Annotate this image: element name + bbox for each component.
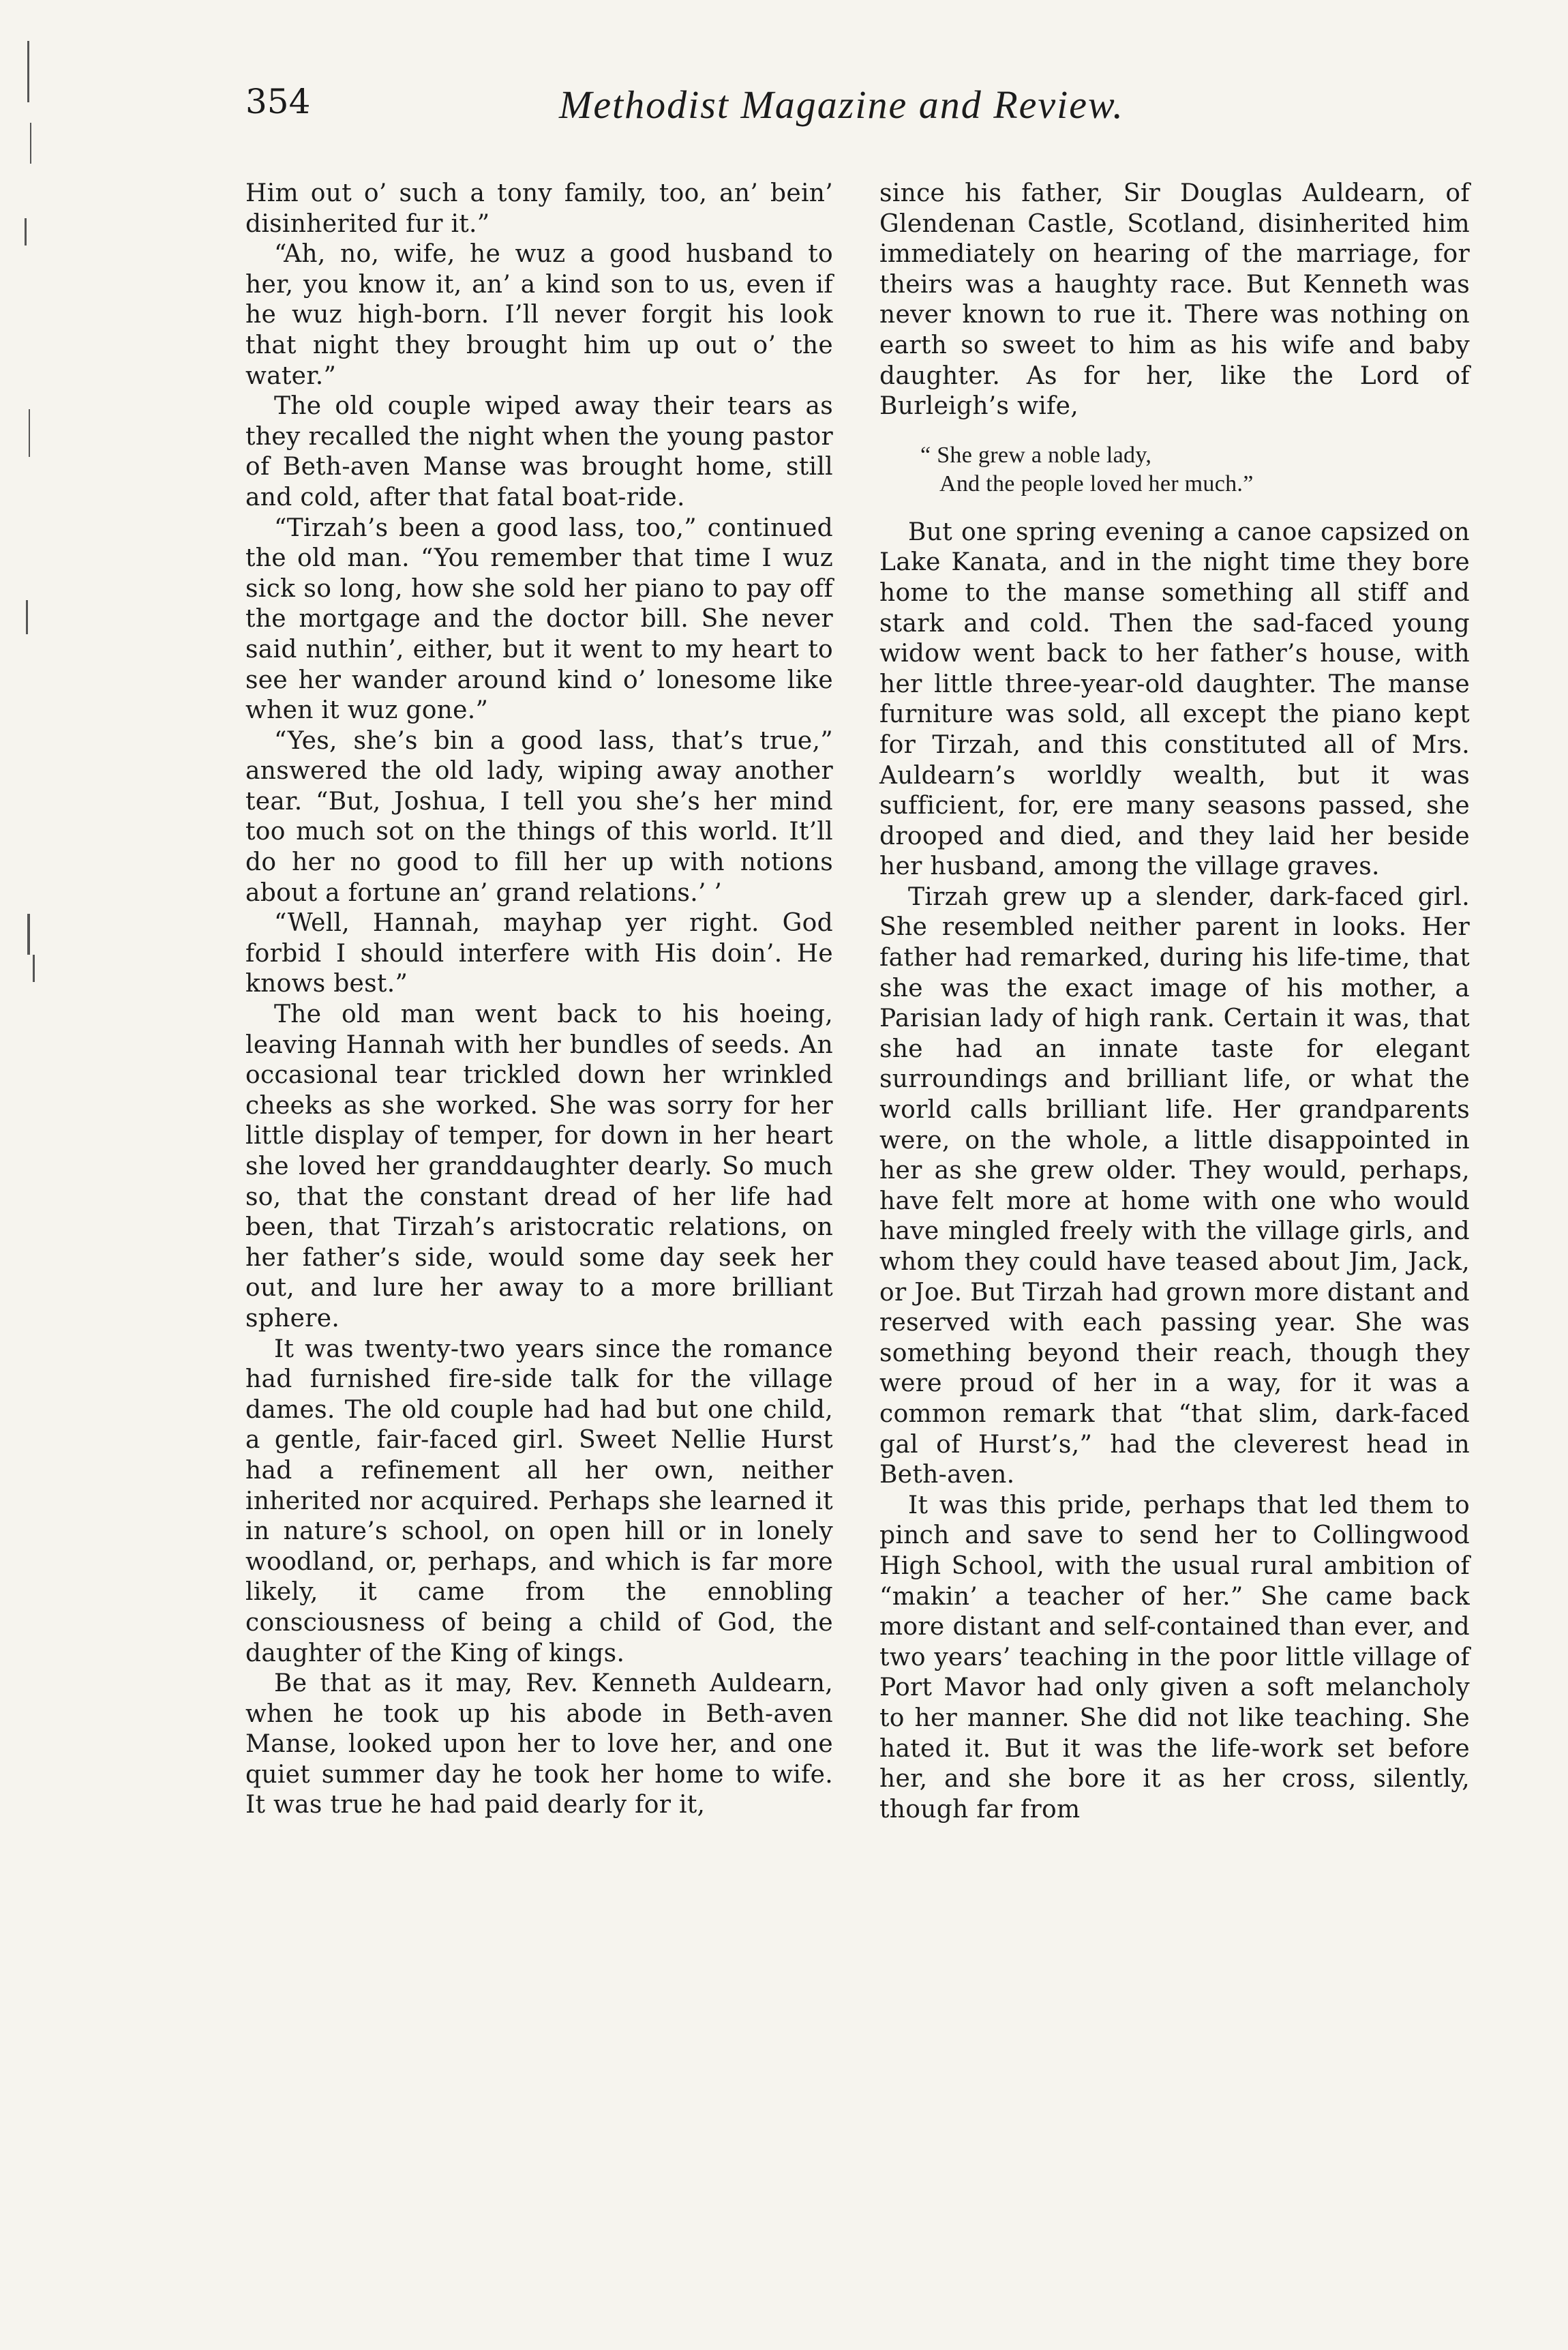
paragraph: It was this pride, perhaps that led them to pinch and save to send her to Collingwood High School, with the usual rural ambition of “makin’ a teacher of her.” She came back more distant and self-contained than ever, and two years’ teaching in the poor little village of Port Mavor had only given a soft melancholy to her manner. She did not like teaching. She hated it. But it was the life-work set before her, and she bore it as her cross, silently, though far from (879, 1491, 1470, 1824)
paragraph: “Ah, no, wife, he wuz a good husband to her, you know it, an’ a kind son to us, even if he wuz high-born. I’ll never forgit his look that night they brought him up out o’ the water.” (245, 240, 833, 390)
paragraph: The old couple wiped away their tears as they recalled the night when the young pastor of Beth-aven Manse was brought home, still and cold, after that fatal boat-ride. (245, 392, 833, 511)
paragraph: Tirzah grew up a slender, dark-faced girl. She resembled neither parent in looks. Her father had remarked, during his life-time, that she was the exact image of his mother, a Parisian lady of high rank. Certain it was, that she had an innate taste for elegant surroundings and brilliant life, or what the world calls brilliant life. Her grandparents were, on the whole, a little disappointed in her as she grew older. They would, perhaps, have felt more at home with one who would have mingled freely with the village girls, and whom they could have teased about Jim, Jack, or Joe. But Tirzah had grown more distant and reserved with each passing year. She was something beyond their reach, though they were proud of her in a way, for it was a common remark that “that slim, dark-faced gal of Hurst’s,” had the cleverest head in Beth-aven. (879, 882, 1470, 1489)
paragraph: But one spring evening a canoe capsized on Lake Kanata, and in the night time they bore home to the manse something all stiff and stark and cold. Then the sad-faced young widow went back to her father’s house, with her little three-year-old daughter. The manse furniture was sold, all except the piano kept for Tirzah, and this constituted all of Mrs. Auldearn’s worldly wealth, but it was sufficient, for, ere many seasons passed, she drooped and died, and they laid her beside her husband, among the village graves. (879, 518, 1470, 881)
paragraph: Him out o’ such a tony family, too, an’ bein’ disinherited fur it.” (245, 179, 833, 238)
paragraph: “Yes, she’s bin a good lass, that’s true,” answered the old lady, wiping away another tear. “But, Joshua, I tell you she’s her mind too much sot on the things of this world. It’ll do her no good to fill her up with notions about a fortune an’ grand relations.’ ’ (245, 726, 833, 907)
paragraph: “Well, Hannah, mayhap yer right. God forbid I should interfere with His doin’. He knows best.” (245, 909, 833, 998)
poem-line: And the people loved her much.” (939, 471, 1254, 496)
paragraph: since his father, Sir Douglas Auldearn, of Glendenan Castle, Scotland, disinherited him immediately on hearing of the marriage, for theirs was a haughty race. But Kenneth was never known to rue it. There was nothing on earth so sweet to him as his wife and baby daughter. As for her, like the Lord of Burleigh’s wife, (879, 179, 1470, 421)
poem-line: “ She grew a noble lady, (920, 442, 1152, 468)
running-title: Methodist Magazine and Review. (559, 83, 1124, 127)
paragraph: “Tirzah’s been a good lass, too,” continued the old man. “You remember that time I wuz sick so long, how she sold her piano to pay off the mortgage and the doctor bill. She never said nuthin’, either, but it went to my heart to see her wander around kind o’ lonesome like when it wuz gone.” (245, 514, 833, 725)
paragraph: The old man went back to his hoeing, leaving Hannah with her bundles of seeds. An occasional tear trickled down her wrinkled cheeks as she worked. She was sorry for her little display of temper, for down in her heart she loved her granddaughter dearly. So much so, that the constant dread of her life had been, that Tirzah’s aristocratic relations, on her father’s side, would some day seek her out, and lure her away to a more brilliant sphere. (245, 1000, 833, 1333)
left-column (245, 179, 833, 1821)
scan-margin-specks (0, 0, 82, 1023)
paragraph: It was twenty-two years since the romance had furnished fire-side talk for the village dames. The old couple had had but one child, a gentle, fair-faced girl. Sweet Nellie Hurst had a refinement all her own, neither inherited nor acquired. Perhaps she learned it in nature’s school, on open hill or in lonely woodland, or, perhaps, and which is far more likely, it came from the ennobling consciousness of being a child of God, the daughter of the King of kings. (245, 1335, 833, 1667)
right-column (879, 179, 1470, 1825)
page-header (0, 82, 1568, 143)
poem-quote (920, 441, 1470, 499)
page-number: 354 (245, 82, 311, 121)
paragraph: Be that as it may, Rev. Kenneth Auldearn, when he took up his abode in Beth-aven Manse, looked upon her to love her, and one quiet summer day he took her home to wife. It was true he had paid dearly for it, (245, 1669, 833, 1819)
